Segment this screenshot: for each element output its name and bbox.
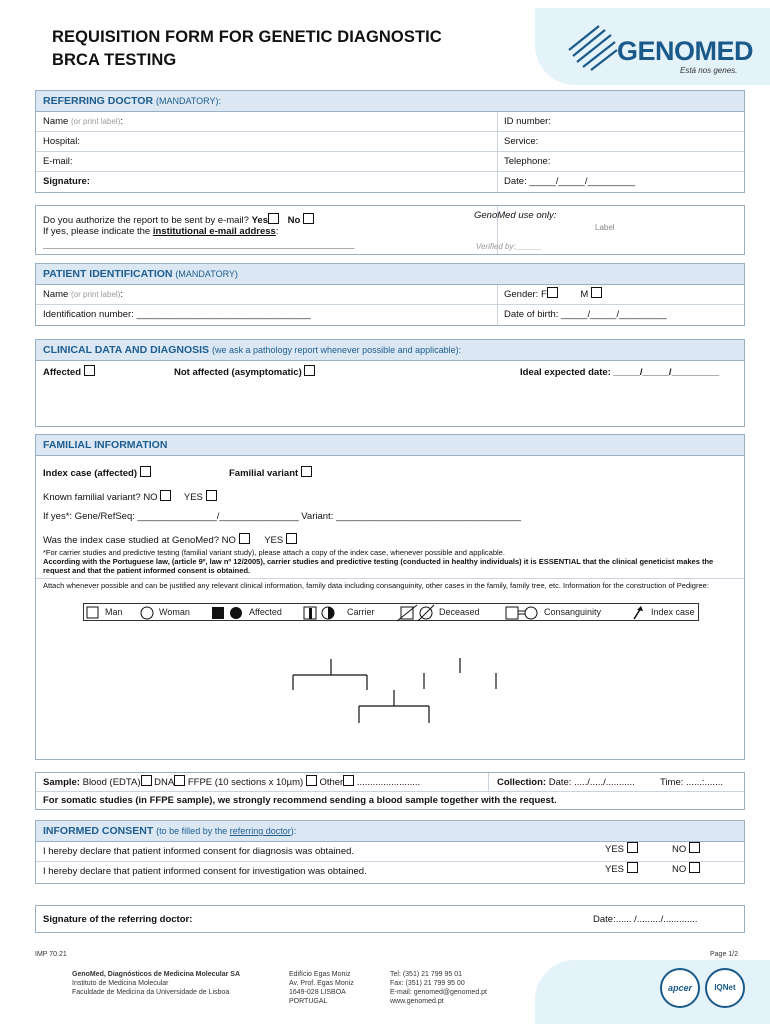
legend-consanguinity: Consanguinity (544, 607, 602, 617)
hospital-field[interactable]: Hospital: (43, 136, 80, 147)
affected-checkbox[interactable] (84, 365, 95, 376)
service-field[interactable]: Service: (504, 136, 539, 147)
familial-variant-checkbox[interactable] (301, 466, 312, 477)
signature-field[interactable]: Signature: (43, 176, 90, 187)
gender-m-checkbox[interactable] (591, 287, 602, 298)
signature-section (35, 905, 745, 933)
legend-deceased: Deceased (439, 607, 480, 617)
ideal-date-field[interactable]: Ideal expected date: _____/_____/_________ (520, 367, 720, 378)
genomed-logo-icon (565, 22, 620, 72)
legend-index-case: Index case (651, 607, 695, 617)
iqnet-badge: IQNet (705, 968, 745, 1008)
consent-diagnosis-yes-checkbox[interactable] (627, 842, 638, 853)
logo-tagline: Está nos genes. (680, 66, 738, 75)
referring-doctor-section: REFERRING DOCTOR (MANDATORY): Name (or print label): ID number: Hospital: Service: E-mail: Telephone: Signature: Date: _____/_____/_________ (35, 90, 745, 193)
consent-investigation-no-checkbox[interactable] (689, 862, 700, 873)
authorize-section: Do you authorize the report to be sent by e-mail? Yes No If yes, please indicate the institutional e-mail address: ______________________________________________________________________ GenoMed use only: Label Verified by:______ (35, 205, 745, 255)
section-header: PATIENT IDENTIFICATION (MANDATORY) (36, 264, 744, 285)
was-index-no-checkbox[interactable] (239, 533, 250, 544)
pedigree-tree-lines (36, 653, 744, 743)
sample-section: Sample: Blood (EDTA) DNA FFPE (10 sections x 10µm) Other ........................ Collection: Date: ...../...../........... Time: ......:....... For somatic studies (in FFPE sample), we strongly recommend sending a blood sample together with the request. (35, 772, 745, 810)
collection-date-field[interactable]: Date: ...../...../........... (548, 777, 635, 788)
email-address-line[interactable]: ______________________________________________________________________ (43, 240, 355, 249)
page-title (52, 26, 442, 72)
not-affected-checkbox[interactable] (304, 365, 315, 376)
patient-name-field[interactable]: Name (or print label): (43, 289, 123, 300)
id-number-field[interactable]: ID number: (504, 116, 551, 127)
consent-section: INFORMED CONSENT (to be filled by the referring doctor): I hereby declare that patient informed consent for diagnosis was obtained. YES NO I hereby declare that patient informed consent for investigation was obtained. YES NO (35, 820, 745, 884)
was-index-yes-checkbox[interactable] (286, 533, 297, 544)
legend-man: Man (105, 607, 123, 617)
email-field[interactable]: E-mail: (43, 156, 73, 167)
section-header: FAMILIAL INFORMATION (36, 435, 744, 456)
collection-time-field[interactable]: Time: ......:....... (660, 777, 723, 788)
consent-diagnosis-no-checkbox[interactable] (689, 842, 700, 853)
gender-f-checkbox[interactable] (547, 287, 558, 298)
index-case-checkbox[interactable] (140, 466, 151, 477)
patient-section: PATIENT IDENTIFICATION (MANDATORY) Name (or print label): Gender: F M Identification number: _________________________________ Date of birth: _____/_____/_________ (35, 263, 745, 326)
known-no-checkbox[interactable] (160, 490, 171, 501)
consent-investigation-yes-checkbox[interactable] (627, 862, 638, 873)
identification-number-field[interactable]: Identification number: _________________________________ (43, 309, 311, 320)
dna-checkbox[interactable] (174, 775, 185, 786)
apcer-badge: apcer (660, 968, 700, 1008)
authorize-no-checkbox[interactable] (303, 213, 314, 224)
signature-date-field[interactable]: Date:...... /........./............. (593, 914, 698, 925)
title-line-1: REQUISITION FORM FOR GENETIC DIAGNOSTIC (52, 28, 442, 46)
telephone-field[interactable]: Telephone: (504, 156, 551, 167)
blood-checkbox[interactable] (141, 775, 152, 786)
dob-field[interactable]: Date of birth: _____/_____/_________ (504, 309, 667, 320)
pedigree-legend (83, 603, 699, 621)
authorize-yes-checkbox[interactable] (268, 213, 279, 224)
section-header: CLINICAL DATA AND DIAGNOSIS (we ask a pathology report whenever possible and applicable): (36, 340, 744, 361)
legend-carrier: Carrier (347, 607, 375, 617)
section-header: INFORMED CONSENT (to be filled by the referring doctor): (36, 821, 744, 842)
familial-section: FAMILIAL INFORMATION Index case (affected) Familial variant Known familial variant? NO YES If yes*: Gene/RefSeq: _______________/_______________ Variant: ___________________________________ Was the index case studied at GenoMed? NO YES *For carrier studies and predictive testing (familial variant study), please attach a copy of the index case, whenever possible and applicable. According with the Portuguese law, (article 9º, law nº 12/2005), carrier studies and predictive testing (conducted in healthy individuals) it is ESSENTIAL that the clinical geneticist makes the request and that the patient informed consent is obtained. Attach whenever possible and can be justified any relevant clinical information, family data including consanguinity, other cases in the family, family tree, etc. Information for the construction of Pedigree: Man Woman Affected Carrier Deceased Consanguinity Index case (35, 434, 745, 760)
ffpe-checkbox[interactable] (306, 775, 317, 786)
date-field[interactable]: Date: _____/_____/_________ (504, 176, 636, 187)
other-checkbox[interactable] (343, 775, 354, 786)
other-sample-field[interactable]: ........................ (356, 777, 421, 788)
legend-affected: Affected (249, 607, 282, 617)
title-line-2: BRCA TESTING (52, 51, 177, 69)
logo-text: GENOMED (617, 36, 754, 66)
doctor-signature-field[interactable]: Signature of the referring doctor: (43, 914, 193, 925)
legend-woman: Woman (159, 607, 190, 617)
clinical-section: CLINICAL DATA AND DIAGNOSIS (we ask a pathology report whenever possible and applicable): Affected Not affected (asymptomatic) Ideal expected date: _____/_____/_________ (35, 339, 745, 427)
section-header: REFERRING DOCTOR (MANDATORY): (36, 91, 744, 112)
gene-refseq-field[interactable]: If yes*: Gene/RefSeq: _______________/_______________ Variant: ___________________________________ (43, 511, 521, 522)
known-yes-checkbox[interactable] (206, 490, 217, 501)
